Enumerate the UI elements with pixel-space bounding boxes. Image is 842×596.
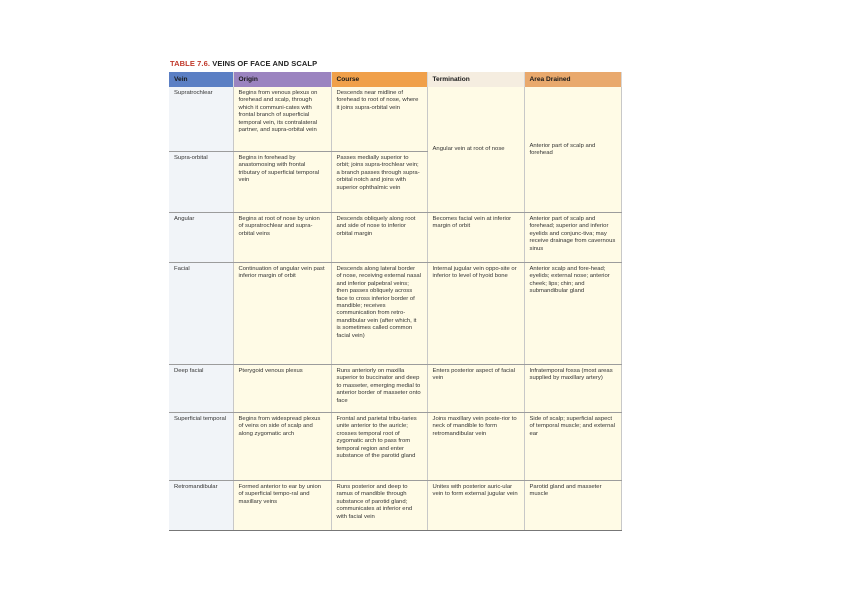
cell-termination: Unites with posterior auric-ular vein to form external jugular vein — [427, 481, 524, 531]
cell-termination: Joins maxillary vein poste-rior to neck of mandible to form retromandibular vein — [427, 413, 524, 481]
cell-vein: Supratrochlear — [169, 87, 233, 152]
cell-origin: Begins from widespread plexus of veins on side of scalp and along zygomatic arch — [233, 413, 331, 481]
cell-area: Side of scalp; superficial aspect of temporal muscle; and external ear — [524, 413, 621, 481]
cell-origin: Continuation of angular vein past inferior margin of orbit — [233, 263, 331, 365]
header-area-drained: Area Drained — [524, 72, 621, 87]
table-row — [169, 87, 621, 152]
cell-course: Descends obliquely along root and side of nose to inferior orbital margin — [331, 213, 427, 263]
header-termination: Termination — [427, 72, 524, 87]
cell-course: Runs anteriorly on maxilla superior to buccinator and deep to masseter, emerging medial to anterior border of masseter onto face — [331, 365, 427, 413]
cell-course: Frontal and parietal tribu-taries unite anterior to the auricle; crosses temporal root of zygomatic arch to pass from temporal region and enter substance of the parotid gland — [331, 413, 427, 481]
cell-course: Descends near midline of forehead to root of nose, where it joins supra-orbital vein — [331, 87, 427, 152]
header-course: Course — [331, 72, 427, 87]
cell-termination: Internal jugular vein oppo-site or inferior to level of hyoid bone — [427, 263, 524, 365]
table-row — [169, 263, 621, 365]
cell-course: Passes medially superior to orbit; joins supra-trochlear vein; a branch passes through supra-orbital notch and joins with superior ophthalmic vein — [331, 152, 427, 213]
table-number: TABLE 7.6. — [170, 59, 211, 68]
cell-termination-shared: Angular vein at root of nose — [427, 87, 524, 213]
cell-course: Descends along lateral border of nose, receiving external nasal and inferior palpebral veins; then passes obliquely across face to cross inferior border of mandible; receives communication from retro-mandibular vein (after which, it is sometimes called common facial vein) — [331, 263, 427, 365]
cell-origin: Begins at root of nose by union of supratrochlear and supra-orbital veins — [233, 213, 331, 263]
cell-origin: Begins in forehead by anastomosing with frontal tributary of superficial temporal vein — [233, 152, 331, 213]
cell-course: Runs posterior and deep to ramus of mandible through substance of parotid gland; communicates at inferior end with facial vein — [331, 481, 427, 531]
cell-vein: Facial — [169, 263, 233, 365]
cell-vein: Angular — [169, 213, 233, 263]
cell-origin: Pterygoid venous plexus — [233, 365, 331, 413]
header-origin: Origin — [233, 72, 331, 87]
cell-area: Infratemporal fossa (most areas supplied by maxillary artery) — [524, 365, 621, 413]
cell-vein: Supra-orbital — [169, 152, 233, 213]
cell-area: Parotid gland and masseter muscle — [524, 481, 621, 531]
cell-area-shared: Anterior part of scalp and forehead — [524, 87, 621, 213]
table-row — [169, 213, 621, 263]
veins-table — [169, 72, 622, 531]
cell-vein: Deep facial — [169, 365, 233, 413]
header-row — [169, 72, 621, 87]
table-title — [170, 59, 317, 68]
cell-vein: Superficial temporal — [169, 413, 233, 481]
cell-vein: Retromandibular — [169, 481, 233, 531]
cell-origin: Formed anterior to ear by union of superficial tempo-ral and maxillary veins — [233, 481, 331, 531]
table-row — [169, 481, 621, 531]
cell-termination: Becomes facial vein at inferior margin of orbit — [427, 213, 524, 263]
cell-area: Anterior part of scalp and forehead; superior and inferior eyelids and conjunc-tiva; may receive drainage from cavernous sinus — [524, 213, 621, 263]
header-vein: Vein — [169, 72, 233, 87]
cell-area: Anterior scalp and fore-head; eyelids; external nose; anterior cheek; lips; chin; and submandibular gland — [524, 263, 621, 365]
table-caption: VEINS OF FACE AND SCALP — [212, 59, 318, 68]
table-row — [169, 413, 621, 481]
cell-origin: Begins from venous plexus on forehead and scalp, through which it communi-cates with frontal branch of superficial temporal vein, its contralateral partner, and supra-orbital vein — [233, 87, 331, 152]
table-row — [169, 365, 621, 413]
cell-termination: Enters posterior aspect of facial vein — [427, 365, 524, 413]
